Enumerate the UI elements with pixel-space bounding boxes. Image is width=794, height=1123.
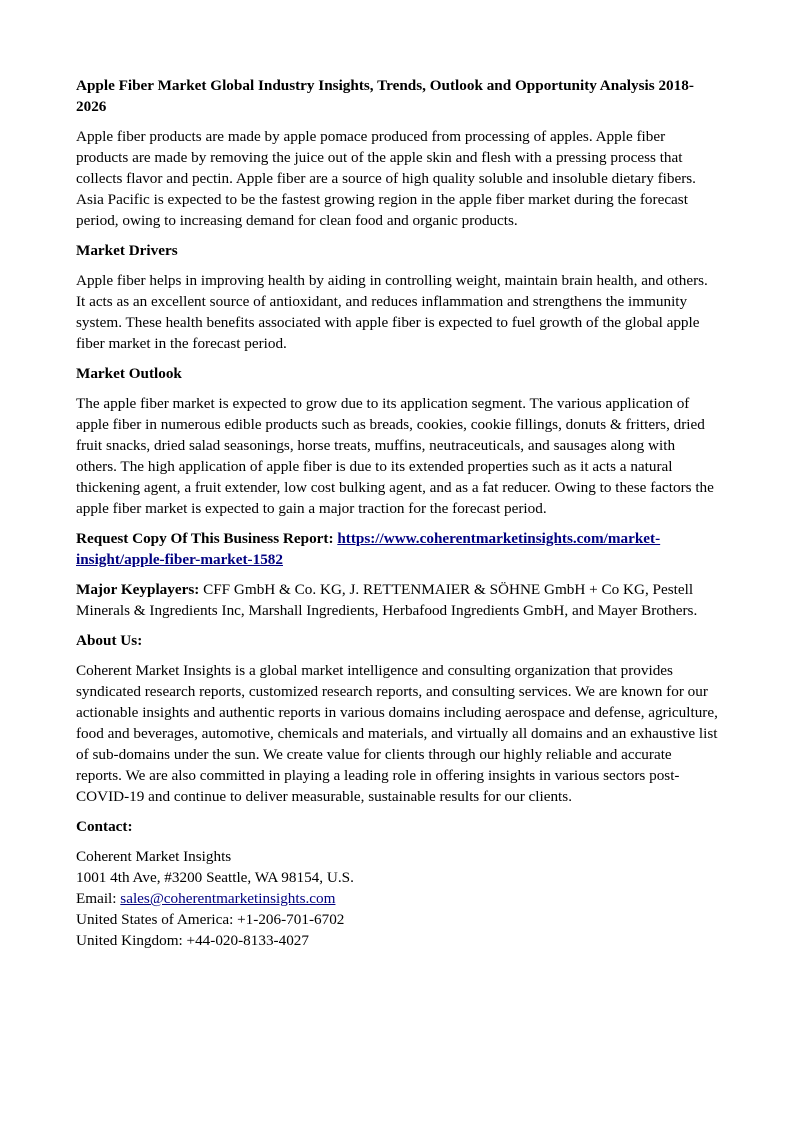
keyplayers-text: CFF GmbH & Co. KG, J. RETTENMAIER & SÖHNE GmbH + Co KG, Pestell Minerals & Ingredients Inc, Marshall Ingredients, Herbafood Ingredients GmbH, and Mayer Brothers. xyxy=(76,581,698,619)
market-drivers-heading: Market Drivers xyxy=(76,242,178,259)
intro-paragraph: Apple fiber products are made by apple pomace produced from processing of apples. Apple fiber products are made by removing the juice out of the apple skin and flesh with a pressing process that collects flavor and pectin. Apple fiber are a source of high quality soluble and insoluble dietary fibers. Asia Pacific is expected to be the fastest growing region in the apple fiber market during the forecast period, owing to increasing demand for clean food and organic products. xyxy=(76,128,696,229)
keyplayers-line xyxy=(76,579,718,621)
market-outlook-paragraph: The apple fiber market is expected to grow due to its application segment. The various application of apple fiber in numerous edible products such as breads, cookies, cookie fillings, donuts & fritters, dried fruit snacks, dried salad seasonings, horse treats, muffins, neutraceuticals, and sausages along with others. The high application of apple fiber is due to its extended properties such as it acts a natural thickening agent, a fruit extender, low cost bulking agent, and as a fat reducer. Owing to these factors the apple fiber market is expected to gain a major traction for the forecast period. xyxy=(76,395,714,517)
contact-company: Coherent Market Insights xyxy=(76,848,232,865)
keyplayers-label: Major Keyplayers: xyxy=(76,581,200,598)
document-title: Apple Fiber Market Global Industry Insights, Trends, Outlook and Opportunity Analysis 2018-2026 xyxy=(76,77,694,115)
report-link[interactable]: https://www.coherentmarketinsights.com/market-insight/apple-fiber-market-1582 xyxy=(76,530,661,568)
contact-block xyxy=(76,846,718,951)
request-copy-label: Request Copy Of This Business Report: xyxy=(76,530,334,547)
about-us-paragraph: Coherent Market Insights is a global market intelligence and consulting organization that provides syndicated research reports, customized research reports, and consulting services. We are known for our actionable insights and authentic reports in various domains including aerospace and defense, agriculture, food and beverages, automotive, chemicals and materials, and virtually all domains and an exhaustive list of sub-domains under the sun. We create value for clients through our highly reliable and accurate reports. We are also committed in playing a leading role in offering insights in various sectors post-COVID-19 and continue to deliver measurable, sustainable results for our clients. xyxy=(76,662,718,805)
contact-email-link[interactable]: sales@coherentmarketinsights.com xyxy=(120,890,336,907)
contact-email-label: Email: xyxy=(76,890,117,907)
contact-heading: Contact: xyxy=(76,818,133,835)
contact-email-line xyxy=(76,888,718,909)
market-drivers-paragraph: Apple fiber helps in improving health by aiding in controlling weight, maintain brain health, and others. It acts as an excellent source of antioxidant, and reduces inflammation and strengthens the immunity system. These health benefits associated with apple fiber is expected to fuel growth of the global apple fiber market in the forecast period. xyxy=(76,272,708,352)
about-us-heading: About Us: xyxy=(76,632,143,649)
request-copy-line xyxy=(76,528,718,570)
market-outlook-heading: Market Outlook xyxy=(76,365,182,382)
contact-address: 1001 4th Ave, #3200 Seattle, WA 98154, U.S. xyxy=(76,869,354,886)
contact-phone-usa: United States of America: +1-206-701-6702 xyxy=(76,911,345,928)
contact-phone-uk: United Kingdom: +44-020-8133-4027 xyxy=(76,932,309,949)
